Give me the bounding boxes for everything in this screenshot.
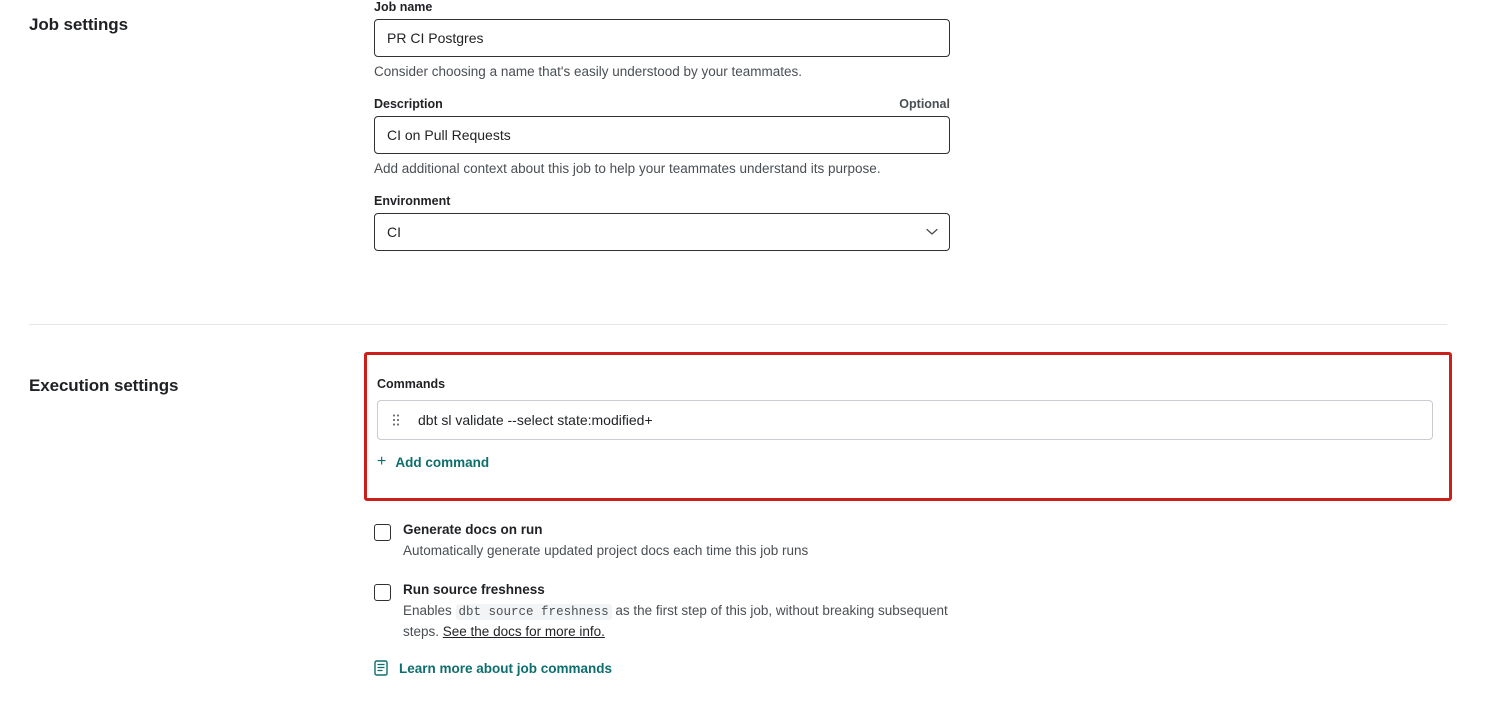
commands-highlight-box bbox=[364, 352, 1452, 501]
section-divider bbox=[29, 324, 1447, 325]
source-freshness-checkbox[interactable] bbox=[374, 584, 391, 601]
generate-docs-title: Generate docs on run bbox=[403, 522, 543, 537]
description-optional-tag: Optional bbox=[899, 97, 950, 111]
plus-icon: + bbox=[377, 453, 387, 470]
job-name-help: Consider choosing a name that's easily understood by your teammates. bbox=[374, 64, 803, 79]
description-help: Add additional context about this job to help your teammates understand its purpose. bbox=[374, 161, 881, 176]
job-name-input[interactable] bbox=[374, 19, 950, 57]
source-freshness-description bbox=[403, 601, 948, 642]
command-text[interactable]: dbt sl validate --select state:modified+ bbox=[418, 412, 653, 428]
commands-label: Commands bbox=[377, 377, 446, 391]
generate-docs-body bbox=[403, 522, 808, 561]
source-freshness-body bbox=[403, 582, 948, 642]
environment-label-row bbox=[374, 194, 950, 208]
environment-select[interactable] bbox=[374, 213, 950, 251]
job-name-field-block bbox=[374, 0, 950, 79]
source-freshness-docs-link[interactable]: See the docs for more info. bbox=[442, 624, 605, 639]
description-input[interactable] bbox=[374, 116, 950, 154]
add-command-label: Add command bbox=[395, 454, 490, 470]
drag-handle-icon[interactable] bbox=[388, 413, 404, 427]
source-freshness-desc-prefix: Enables bbox=[403, 603, 456, 619]
job-settings-fields bbox=[374, 0, 950, 269]
description-label: Description bbox=[374, 97, 443, 111]
learn-more-job-commands-link[interactable] bbox=[374, 660, 612, 676]
source-freshness-title: Run source freshness bbox=[403, 582, 545, 598]
generate-docs-checkbox[interactable] bbox=[374, 524, 391, 541]
generate-docs-description: Automatically generate updated project docs each time this job runs bbox=[403, 543, 809, 558]
environment-label: Environment bbox=[374, 194, 451, 208]
environment-select-wrap[interactable] bbox=[374, 213, 950, 251]
source-freshness-check-item[interactable] bbox=[374, 582, 1074, 642]
book-icon bbox=[374, 660, 389, 676]
generate-docs-check-item[interactable] bbox=[374, 522, 1074, 561]
source-freshness-desc-mid: as the first step of this job, without breaking subsequent steps. bbox=[403, 603, 948, 639]
job-name-label: Job name bbox=[374, 0, 433, 14]
execution-checkbox-group bbox=[374, 522, 1074, 663]
learn-more-label: Learn more about job commands bbox=[399, 660, 613, 676]
source-freshness-desc-code: dbt source freshness bbox=[456, 604, 612, 620]
command-row[interactable] bbox=[377, 400, 1433, 440]
add-command-button[interactable] bbox=[377, 454, 489, 470]
job-settings-title: Job settings bbox=[29, 15, 128, 34]
execution-settings-title: Execution settings bbox=[29, 376, 179, 395]
environment-field-block bbox=[374, 194, 950, 251]
description-label-row bbox=[374, 97, 950, 111]
job-name-label-row bbox=[374, 0, 950, 14]
description-field-block bbox=[374, 97, 950, 176]
commands-panel bbox=[377, 377, 1443, 471]
